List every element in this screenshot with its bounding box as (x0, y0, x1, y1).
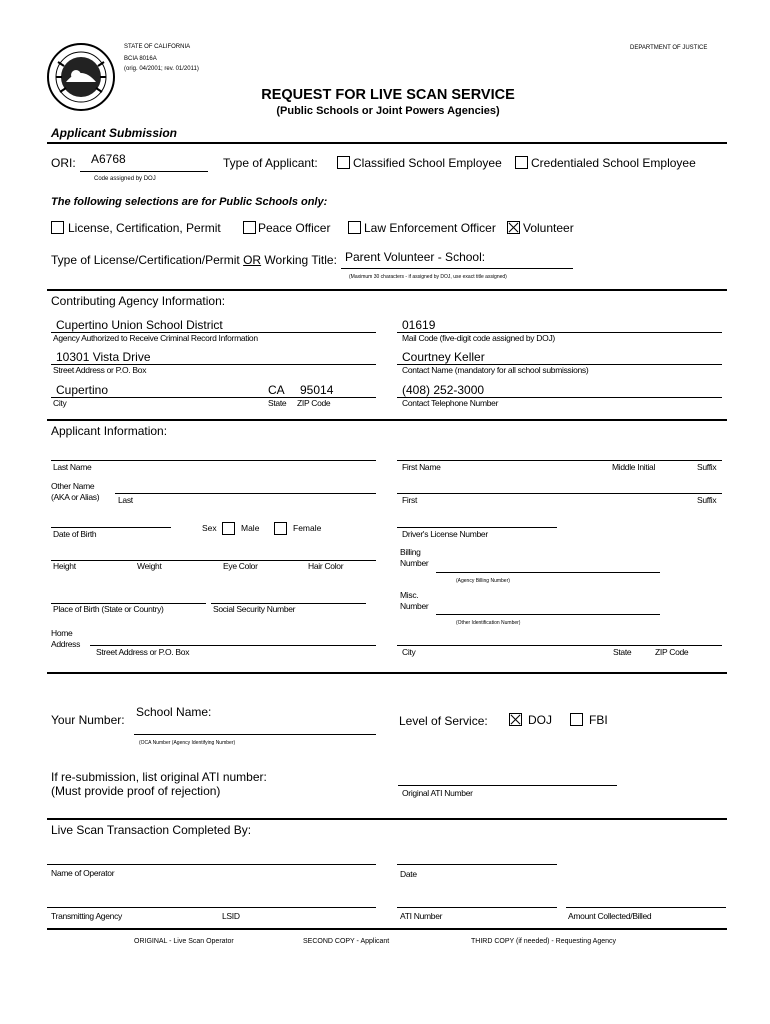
first-name-label: First Name (402, 462, 441, 472)
public-schools-heading: The following selections are for Public Schools only: (51, 196, 328, 208)
phone-value[interactable]: (408) 252-3000 (402, 383, 485, 397)
aka-first-line[interactable] (397, 493, 722, 494)
doj-label: DOJ (528, 713, 552, 727)
mail-code-value[interactable]: 01619 (402, 318, 436, 332)
dl-line[interactable] (397, 527, 557, 528)
dob-label: Date of Birth (53, 529, 97, 539)
section-completed-by: Live Scan Transaction Completed By: (51, 823, 252, 837)
peace-officer-label: Peace Officer (258, 221, 331, 235)
fbi-label: FBI (589, 713, 608, 727)
department-name: DEPARTMENT OF JUSTICE (630, 45, 708, 51)
agency-value[interactable]: Cupertino Union School District (56, 318, 223, 332)
state-name: STATE OF CALIFORNIA (124, 44, 191, 50)
divider (47, 142, 727, 144)
level-of-service-label: Level of Service: (399, 714, 488, 728)
height-label: Height (53, 561, 76, 571)
home-zip-label: ZIP Code (655, 647, 689, 657)
home-city-label: City (402, 647, 416, 657)
sex-label: Sex (202, 523, 217, 533)
date-line[interactable] (397, 864, 557, 865)
volunteer-label: Volunteer (523, 221, 574, 235)
working-title-label-pre: Type of License/Certification/Permit (51, 253, 244, 267)
first-name-line[interactable] (397, 460, 722, 461)
agency-label: Agency Authorized to Receive Criminal Record Information (53, 333, 258, 343)
transmitting-agency-line[interactable] (47, 907, 376, 908)
city-value[interactable]: Cupertino (56, 383, 109, 397)
misc-label-1: Misc. (400, 590, 419, 600)
resubmit-label-1: If re-submission, list original ATI number: (51, 770, 267, 784)
hair-label: Hair Color (308, 561, 344, 571)
footer-third: THIRD COPY (if needed) - Requesting Agency (471, 938, 616, 945)
lsid-label: LSID (222, 911, 240, 921)
working-title-label-post: Working Title: (261, 253, 337, 267)
your-number-label: Your Number: (51, 713, 125, 727)
female-checkbox[interactable] (274, 522, 287, 535)
home-label-1: Home (51, 628, 73, 638)
ati-number-line[interactable] (397, 907, 557, 908)
working-title-label-or: OR (243, 253, 262, 267)
aka-last-line[interactable] (115, 493, 376, 494)
dl-label: Driver's License Number (402, 529, 488, 539)
section-applicant-info: Applicant Information: (51, 424, 168, 438)
street-value[interactable]: 10301 Vista Drive (56, 350, 151, 364)
page-subtitle: (Public Schools or Joint Powers Agencies) (276, 105, 500, 117)
state-label: State (268, 398, 287, 408)
working-title-value[interactable]: Parent Volunteer - School: (345, 250, 486, 264)
street-label: Street Address or P.O. Box (53, 365, 147, 375)
city-label: City (53, 398, 67, 408)
billing-line[interactable] (436, 572, 660, 573)
dob-line[interactable] (51, 527, 171, 528)
misc-caption: (Other Identification Number) (456, 620, 521, 626)
amount-label: Amount Collected/Billed (568, 911, 652, 921)
credentialed-checkbox[interactable] (515, 156, 528, 169)
billing-caption: (Agency Billing Number) (456, 578, 510, 584)
ssn-label: Social Security Number (213, 604, 296, 614)
weight-label: Weight (137, 561, 162, 571)
original-ati-label: Original ATI Number (402, 788, 473, 798)
resubmit-label-2: (Must provide proof of rejection) (51, 784, 221, 798)
amount-line[interactable] (566, 907, 726, 908)
aka-first-label: First (402, 495, 418, 505)
phone-label: Contact Telephone Number (402, 398, 499, 408)
middle-initial-label: Middle Initial (612, 462, 656, 472)
license-checkbox[interactable] (51, 221, 64, 234)
school-name-label: School Name: (136, 705, 212, 719)
billing-label-1: Billing (400, 547, 421, 557)
misc-line[interactable] (436, 614, 660, 615)
credentialed-label: Credentialed School Employee (531, 156, 696, 170)
working-title-line (341, 268, 573, 269)
law-enforcement-checkbox[interactable] (348, 221, 361, 234)
contact-label: Contact Name (mandatory for all school submissions) (402, 365, 589, 375)
ori-line (80, 171, 208, 172)
other-name-label-2: (AKA or Alias) (51, 492, 100, 502)
mail-code-label: Mail Code (five-digit code assigned by DOJ) (402, 333, 555, 343)
state-value[interactable]: CA (268, 383, 285, 397)
license-label: License, Certification, Permit (68, 221, 221, 235)
peace-officer-checkbox[interactable] (243, 221, 256, 234)
form-id: BCIA 8016A (124, 56, 157, 62)
original-ati-line[interactable] (398, 785, 617, 786)
page-title: REQUEST FOR LIVE SCAN SERVICE (261, 87, 515, 103)
contact-value[interactable]: Courtney Keller (402, 350, 485, 364)
working-title-label (51, 253, 337, 267)
type-of-applicant-label: Type of Applicant: (223, 156, 318, 170)
home-city-line[interactable] (397, 645, 722, 646)
ori-caption: Code assigned by DOJ (94, 176, 156, 182)
home-state-label: State (613, 647, 632, 657)
misc-label-2: Number (400, 601, 429, 611)
working-title-caption: (Maximum 30 characters - if assigned by DOJ, use exact title assigned) (349, 274, 507, 280)
section-contributing-agency: Contributing Agency Information: (51, 294, 226, 308)
divider (47, 289, 727, 291)
classified-label: Classified School Employee (353, 156, 502, 170)
female-label: Female (293, 523, 322, 533)
divider (47, 672, 727, 674)
home-label-2: Address (51, 639, 81, 649)
ati-number-label: ATI Number (400, 911, 443, 921)
last-name-line[interactable] (51, 460, 376, 461)
fbi-checkbox[interactable] (570, 713, 583, 726)
aka-suffix-label: Suffix (697, 495, 717, 505)
classified-checkbox[interactable] (337, 156, 350, 169)
footer-second: SECOND COPY - Applicant (303, 938, 390, 945)
transmitting-agency-label: Transmitting Agency (51, 911, 122, 921)
operator-line[interactable] (47, 864, 376, 865)
law-enforcement-label: Law Enforcement Officer (364, 221, 496, 235)
suffix-label: Suffix (697, 462, 717, 472)
zip-label: ZIP Code (297, 398, 331, 408)
last-name-label: Last Name (53, 462, 92, 472)
divider (47, 928, 727, 930)
ori-value[interactable]: A6768 (91, 152, 126, 166)
oca-line[interactable] (134, 734, 376, 735)
date-label: Date (400, 869, 417, 879)
other-name-label-1: Other Name (51, 481, 95, 491)
oca-caption: (OCA Number (Agency Identifying Number) (139, 740, 236, 746)
volunteer-checkbox[interactable] (507, 221, 520, 234)
divider (47, 818, 727, 820)
operator-label: Name of Operator (51, 868, 115, 878)
male-checkbox[interactable] (222, 522, 235, 535)
footer-original: ORIGINAL - Live Scan Operator (134, 938, 234, 945)
ori-label: ORI: (51, 156, 76, 170)
home-street-line[interactable] (90, 645, 376, 646)
pob-label: Place of Birth (State or Country) (53, 604, 164, 614)
form-revision: (orig. 04/2001; rev. 01/2011) (124, 66, 199, 72)
zip-value[interactable]: 95014 (300, 383, 334, 397)
doj-checkbox[interactable] (509, 713, 522, 726)
eye-label: Eye Color (223, 561, 258, 571)
home-street-label: Street Address or P.O. Box (96, 647, 190, 657)
male-label: Male (241, 523, 260, 533)
billing-label-2: Number (400, 558, 429, 568)
divider (47, 419, 727, 421)
aka-last-label: Last (118, 495, 133, 505)
section-applicant-submission: Applicant Submission (51, 126, 178, 140)
